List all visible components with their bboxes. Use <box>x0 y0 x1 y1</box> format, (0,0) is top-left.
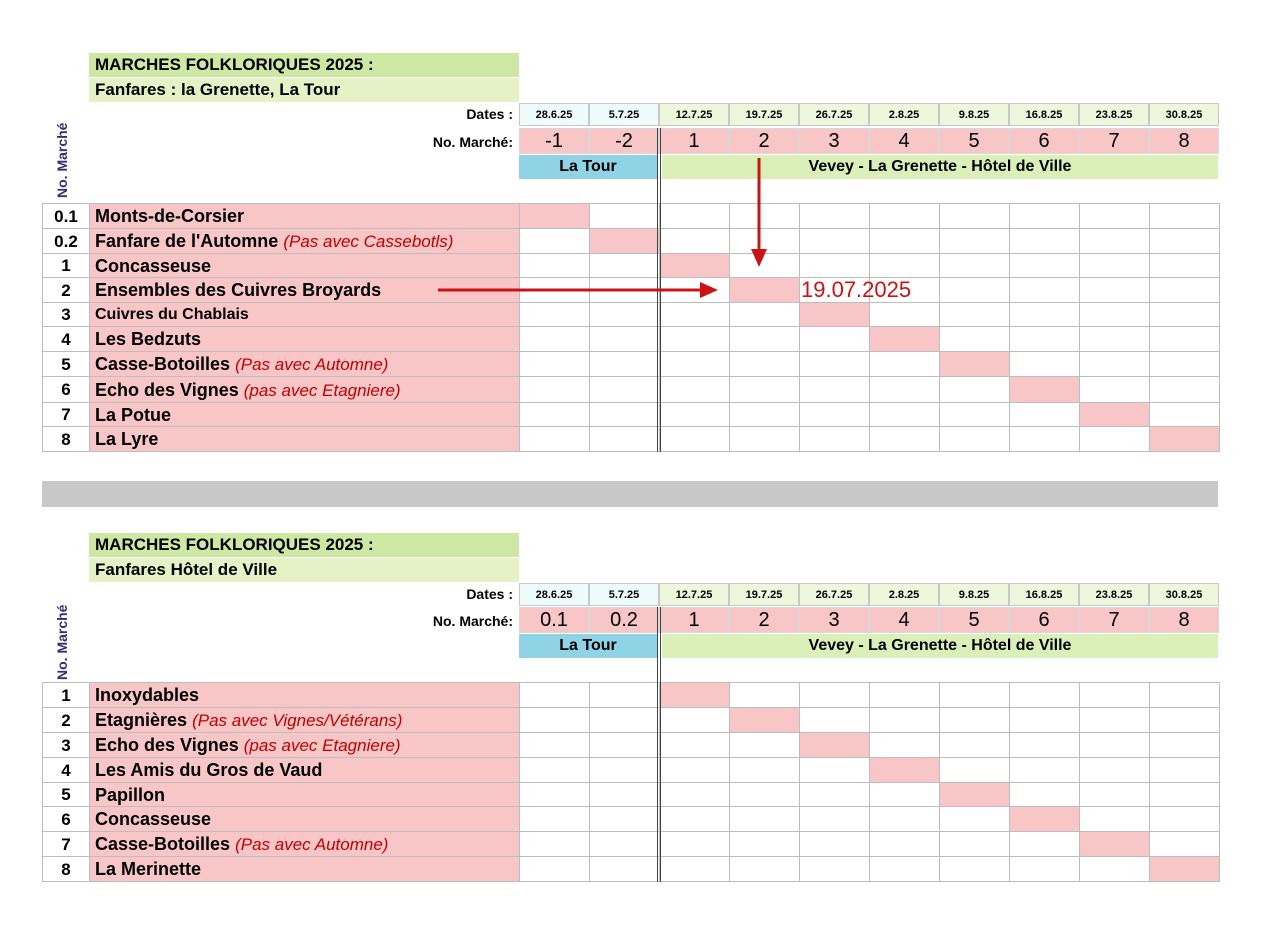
row-number: 1 <box>42 682 90 708</box>
venue-vevey: Vevey - La Grenette - Hôtel de Ville <box>662 634 1218 658</box>
empty-cell <box>1079 326 1150 352</box>
empty-cell <box>589 426 660 452</box>
fanfare-constraint-note: (pas avec Etagniere) <box>243 381 401 400</box>
marche-number-cell: 0.2 <box>589 607 659 633</box>
empty-cell <box>659 326 730 352</box>
numbers-label: No. Marché: <box>432 613 513 629</box>
row-number: 2 <box>42 277 90 303</box>
row-number: 6 <box>42 376 90 403</box>
date-cell: 23.8.25 <box>1079 583 1149 606</box>
empty-cell <box>939 806 1010 832</box>
empty-cell <box>1149 402 1220 427</box>
fanfare-name <box>89 277 520 303</box>
assigned-cell <box>659 253 730 278</box>
empty-cell <box>519 426 590 452</box>
empty-cell <box>1079 376 1150 403</box>
empty-cell <box>589 376 660 403</box>
row-number: 8 <box>42 856 90 882</box>
empty-cell <box>589 302 660 327</box>
empty-cell <box>729 682 800 708</box>
empty-cell <box>589 757 660 783</box>
empty-cell <box>799 253 870 278</box>
marche-number-cell: 5 <box>939 128 1009 154</box>
empty-cell <box>869 302 940 327</box>
fanfare-name <box>89 228 520 254</box>
row-number: 3 <box>42 732 90 758</box>
empty-cell <box>659 376 730 403</box>
empty-cell <box>1009 426 1080 452</box>
empty-cell <box>729 732 800 758</box>
empty-cell <box>1149 782 1220 807</box>
empty-cell <box>519 351 590 377</box>
marche-number-cell: 3 <box>799 607 869 633</box>
empty-cell <box>939 856 1010 882</box>
marche-number-cell: 3 <box>799 128 869 154</box>
fanfare-name <box>89 351 520 377</box>
fanfare-name-text: Etagnières <box>95 710 188 730</box>
fanfare-name-text: Les Amis du Gros de Vaud <box>95 760 323 780</box>
empty-cell <box>799 856 870 882</box>
fanfare-name-text: Cuivres du Chablais <box>95 306 249 323</box>
assigned-cell <box>1009 806 1080 832</box>
empty-cell <box>799 806 870 832</box>
marche-number-cell: -2 <box>589 128 659 154</box>
fanfare-name-text: Inoxydables <box>95 685 200 705</box>
fanfare-name <box>89 682 520 708</box>
table-title: MARCHES FOLKLORIQUES 2025 : <box>89 533 519 557</box>
assigned-cell <box>1149 856 1220 882</box>
annotation-date: 19.07.2025 <box>801 277 912 302</box>
empty-cell <box>1079 682 1150 708</box>
empty-cell <box>519 682 590 708</box>
date-cell: 23.8.25 <box>1079 103 1149 126</box>
fanfare-name <box>89 426 520 452</box>
empty-cell <box>1079 806 1150 832</box>
empty-cell <box>589 831 660 857</box>
empty-cell <box>939 376 1010 403</box>
marche-number-cell: -1 <box>519 128 589 154</box>
fanfare-constraint-note: (Pas avec Automne) <box>235 355 389 374</box>
fanfare-constraint-note: (Pas avec Vignes/Vétérans) <box>192 711 403 730</box>
date-cell: 28.6.25 <box>519 103 589 126</box>
empty-cell <box>1149 707 1220 733</box>
date-cell: 30.8.25 <box>1149 103 1219 126</box>
fanfare-name-text: Concasseuse <box>95 256 212 276</box>
empty-cell <box>869 426 940 452</box>
row-number: 3 <box>42 302 90 327</box>
empty-cell <box>659 782 730 807</box>
assigned-cell <box>939 782 1010 807</box>
empty-cell <box>729 856 800 882</box>
empty-cell <box>1079 757 1150 783</box>
empty-cell <box>799 831 870 857</box>
empty-cell <box>519 856 590 882</box>
marche-number-cell: 7 <box>1079 607 1149 633</box>
date-cell: 2.8.25 <box>869 103 939 126</box>
marche-number-cell: 6 <box>1009 128 1079 154</box>
date-cell: 2.8.25 <box>869 583 939 606</box>
empty-cell <box>729 351 800 377</box>
empty-cell <box>519 757 590 783</box>
empty-cell <box>869 682 940 708</box>
empty-cell <box>519 831 590 857</box>
empty-cell <box>1009 782 1080 807</box>
row-number: 8 <box>42 426 90 452</box>
numbers-label: No. Marché: <box>432 134 513 150</box>
venue-vevey: Vevey - La Grenette - Hôtel de Ville <box>662 155 1218 179</box>
empty-cell <box>1079 856 1150 882</box>
empty-cell <box>869 253 940 278</box>
fanfare-name-text: Casse-Botoilles <box>95 354 231 374</box>
empty-cell <box>1009 351 1080 377</box>
empty-cell <box>519 228 590 254</box>
empty-cell <box>799 757 870 783</box>
empty-cell <box>589 782 660 807</box>
empty-cell <box>519 277 590 303</box>
row-number: 4 <box>42 757 90 783</box>
empty-cell <box>1149 277 1220 303</box>
empty-cell <box>729 831 800 857</box>
row-number: 4 <box>42 326 90 352</box>
empty-cell <box>1079 351 1150 377</box>
empty-cell <box>589 732 660 758</box>
empty-cell <box>729 806 800 832</box>
empty-cell <box>519 253 590 278</box>
empty-cell <box>1149 376 1220 403</box>
empty-cell <box>729 203 800 229</box>
fanfare-name-text: La Potue <box>95 405 172 425</box>
empty-cell <box>729 757 800 783</box>
empty-cell <box>1079 228 1150 254</box>
empty-cell <box>519 302 590 327</box>
date-cell: 26.7.25 <box>799 103 869 126</box>
row-number: 1 <box>42 253 90 278</box>
assigned-cell <box>729 277 800 303</box>
empty-cell <box>519 806 590 832</box>
marche-number-cell: 4 <box>869 128 939 154</box>
empty-cell <box>659 707 730 733</box>
empty-cell <box>869 856 940 882</box>
dates-label: Dates : <box>466 586 513 602</box>
empty-cell <box>1079 253 1150 278</box>
row-number: 0.2 <box>42 228 90 254</box>
fanfare-name <box>89 326 520 352</box>
empty-cell <box>939 402 1010 427</box>
empty-cell <box>589 326 660 352</box>
empty-cell <box>869 376 940 403</box>
date-cell: 19.7.25 <box>729 103 799 126</box>
fanfare-name-text: Monts-de-Corsier <box>95 206 245 226</box>
date-cell: 9.8.25 <box>939 583 1009 606</box>
empty-cell <box>799 682 870 708</box>
empty-cell <box>1079 426 1150 452</box>
assigned-cell <box>589 228 660 254</box>
empty-cell <box>659 806 730 832</box>
empty-cell <box>869 203 940 229</box>
marche-number-cell: 8 <box>1149 607 1219 633</box>
column-divider <box>660 128 661 452</box>
empty-cell <box>799 782 870 807</box>
fanfare-name-text: Casse-Botoilles <box>95 834 231 854</box>
fanfare-name-text: Echo des Vignes <box>95 735 239 755</box>
marche-number-cell: 8 <box>1149 128 1219 154</box>
empty-cell <box>519 782 590 807</box>
assigned-cell <box>799 302 870 327</box>
empty-cell <box>939 757 1010 783</box>
assigned-cell <box>519 203 590 229</box>
date-cell: 26.7.25 <box>799 583 869 606</box>
fanfare-name <box>89 831 520 857</box>
assigned-cell <box>1079 402 1150 427</box>
empty-cell <box>589 856 660 882</box>
assigned-cell <box>1009 376 1080 403</box>
empty-cell <box>939 302 1010 327</box>
empty-cell <box>939 203 1010 229</box>
empty-cell <box>1149 326 1220 352</box>
fanfare-name <box>89 782 520 807</box>
empty-cell <box>799 376 870 403</box>
date-cell: 9.8.25 <box>939 103 1009 126</box>
fanfare-name-text: Les Bedzuts <box>95 329 202 349</box>
empty-cell <box>1009 732 1080 758</box>
marche-number-cell: 7 <box>1079 128 1149 154</box>
empty-cell <box>659 402 730 427</box>
empty-cell <box>1009 682 1080 708</box>
row-number: 7 <box>42 831 90 857</box>
empty-cell <box>939 228 1010 254</box>
empty-cell <box>1009 757 1080 783</box>
empty-cell <box>589 277 660 303</box>
empty-cell <box>589 707 660 733</box>
column-divider <box>657 128 658 452</box>
fanfare-name <box>89 203 520 229</box>
empty-cell <box>659 856 730 882</box>
empty-cell <box>939 707 1010 733</box>
empty-cell <box>1009 253 1080 278</box>
empty-cell <box>939 732 1010 758</box>
marche-number-cell: 5 <box>939 607 1009 633</box>
empty-cell <box>939 253 1010 278</box>
marche-number-cell: 1 <box>659 607 729 633</box>
empty-cell <box>869 228 940 254</box>
empty-cell <box>1009 831 1080 857</box>
empty-cell <box>1079 707 1150 733</box>
empty-cell <box>659 426 730 452</box>
column-divider <box>660 607 661 882</box>
empty-cell <box>1149 302 1220 327</box>
assigned-cell <box>729 707 800 733</box>
vertical-label-no-marche: No. Marché <box>54 122 70 198</box>
empty-cell <box>589 402 660 427</box>
empty-cell <box>799 426 870 452</box>
empty-cell <box>729 402 800 427</box>
assigned-cell <box>659 682 730 708</box>
marche-number-cell: 2 <box>729 128 799 154</box>
empty-cell <box>1149 203 1220 229</box>
empty-cell <box>589 351 660 377</box>
fanfare-name-text: Concasseuse <box>95 809 212 829</box>
empty-cell <box>1079 203 1150 229</box>
empty-cell <box>939 831 1010 857</box>
marche-number-cell: 4 <box>869 607 939 633</box>
empty-cell <box>939 326 1010 352</box>
empty-cell <box>939 426 1010 452</box>
empty-cell <box>869 402 940 427</box>
empty-cell <box>659 831 730 857</box>
row-number: 5 <box>42 351 90 377</box>
empty-cell <box>1149 806 1220 832</box>
marche-number-cell: 1 <box>659 128 729 154</box>
empty-cell <box>659 351 730 377</box>
fanfare-name <box>89 707 520 733</box>
empty-cell <box>799 228 870 254</box>
row-number: 6 <box>42 806 90 832</box>
empty-cell <box>519 326 590 352</box>
empty-cell <box>799 203 870 229</box>
empty-cell <box>799 351 870 377</box>
empty-cell <box>869 806 940 832</box>
empty-cell <box>1149 831 1220 857</box>
row-number: 7 <box>42 402 90 427</box>
fanfare-name <box>89 732 520 758</box>
empty-cell <box>659 277 730 303</box>
empty-cell <box>659 228 730 254</box>
column-divider <box>657 607 658 882</box>
empty-cell <box>659 732 730 758</box>
empty-cell <box>1149 682 1220 708</box>
empty-cell <box>519 732 590 758</box>
empty-cell <box>1009 203 1080 229</box>
empty-cell <box>1149 757 1220 783</box>
row-number: 2 <box>42 707 90 733</box>
empty-cell <box>1009 228 1080 254</box>
assigned-cell <box>799 732 870 758</box>
fanfare-name-text: Echo des Vignes <box>95 380 239 400</box>
empty-cell <box>1009 707 1080 733</box>
table-subtitle: Fanfares Hôtel de Ville <box>89 558 519 582</box>
empty-cell <box>729 302 800 327</box>
fanfare-name <box>89 376 520 403</box>
venue-la-tour: La Tour <box>519 155 657 179</box>
assigned-cell <box>869 326 940 352</box>
assigned-cell <box>869 757 940 783</box>
empty-cell <box>659 203 730 229</box>
empty-cell <box>1079 277 1150 303</box>
empty-cell <box>729 782 800 807</box>
fanfare-constraint-note: (Pas avec Automne) <box>235 835 389 854</box>
empty-cell <box>659 757 730 783</box>
empty-cell <box>1009 277 1080 303</box>
assigned-cell <box>1079 831 1150 857</box>
empty-cell <box>729 376 800 403</box>
empty-cell <box>1149 253 1220 278</box>
empty-cell <box>799 402 870 427</box>
empty-cell <box>589 682 660 708</box>
row-number: 0.1 <box>42 203 90 229</box>
date-cell: 16.8.25 <box>1009 103 1079 126</box>
fanfare-name-text: Papillon <box>95 785 166 805</box>
empty-cell <box>519 376 590 403</box>
fanfare-name <box>89 402 520 427</box>
fanfare-name <box>89 806 520 832</box>
empty-cell <box>1009 302 1080 327</box>
empty-cell <box>869 707 940 733</box>
empty-cell <box>729 326 800 352</box>
assigned-cell <box>939 351 1010 377</box>
empty-cell <box>589 806 660 832</box>
empty-cell <box>869 351 940 377</box>
vertical-label-no-marche: No. Marché <box>54 604 70 680</box>
fanfare-constraint-note: (pas avec Etagniere) <box>243 736 401 755</box>
fanfare-name-text: Fanfare de l'Automne <box>95 231 279 251</box>
empty-cell <box>729 253 800 278</box>
empty-cell <box>519 402 590 427</box>
venue-la-tour: La Tour <box>519 634 657 658</box>
section-separator <box>42 481 1218 507</box>
date-cell: 28.6.25 <box>519 583 589 606</box>
empty-cell <box>589 203 660 229</box>
empty-cell <box>869 732 940 758</box>
empty-cell <box>1149 228 1220 254</box>
fanfare-name <box>89 253 520 278</box>
empty-cell <box>729 228 800 254</box>
date-cell: 5.7.25 <box>589 103 659 126</box>
fanfare-name-text: Ensembles des Cuivres Broyards <box>95 280 382 300</box>
empty-cell <box>1079 302 1150 327</box>
empty-cell <box>1079 732 1150 758</box>
date-cell: 16.8.25 <box>1009 583 1079 606</box>
empty-cell <box>869 782 940 807</box>
empty-cell <box>869 831 940 857</box>
empty-cell <box>799 326 870 352</box>
marche-number-cell: 0.1 <box>519 607 589 633</box>
empty-cell <box>1149 351 1220 377</box>
fanfare-name <box>89 856 520 882</box>
date-cell: 5.7.25 <box>589 583 659 606</box>
date-cell: 19.7.25 <box>729 583 799 606</box>
fanfare-name-text: La Lyre <box>95 429 159 449</box>
empty-cell <box>799 707 870 733</box>
empty-cell <box>939 682 1010 708</box>
table-subtitle: Fanfares : la Grenette, La Tour <box>89 78 519 102</box>
fanfare-name <box>89 302 520 327</box>
marche-number-cell: 6 <box>1009 607 1079 633</box>
fanfare-constraint-note: (Pas avec Cassebotls) <box>283 232 454 251</box>
empty-cell <box>1079 782 1150 807</box>
empty-cell <box>1149 732 1220 758</box>
assigned-cell <box>1149 426 1220 452</box>
empty-cell <box>519 707 590 733</box>
empty-cell <box>1009 326 1080 352</box>
empty-cell <box>1009 856 1080 882</box>
empty-cell <box>1009 402 1080 427</box>
date-cell: 30.8.25 <box>1149 583 1219 606</box>
dates-label: Dates : <box>466 106 513 122</box>
table-title: MARCHES FOLKLORIQUES 2025 : <box>89 53 519 77</box>
row-number: 5 <box>42 782 90 807</box>
fanfare-name-text: La Merinette <box>95 859 202 879</box>
empty-cell <box>659 302 730 327</box>
date-cell: 12.7.25 <box>659 103 729 126</box>
date-cell: 12.7.25 <box>659 583 729 606</box>
empty-cell <box>589 253 660 278</box>
fanfare-name <box>89 757 520 783</box>
empty-cell <box>729 426 800 452</box>
marche-number-cell: 2 <box>729 607 799 633</box>
